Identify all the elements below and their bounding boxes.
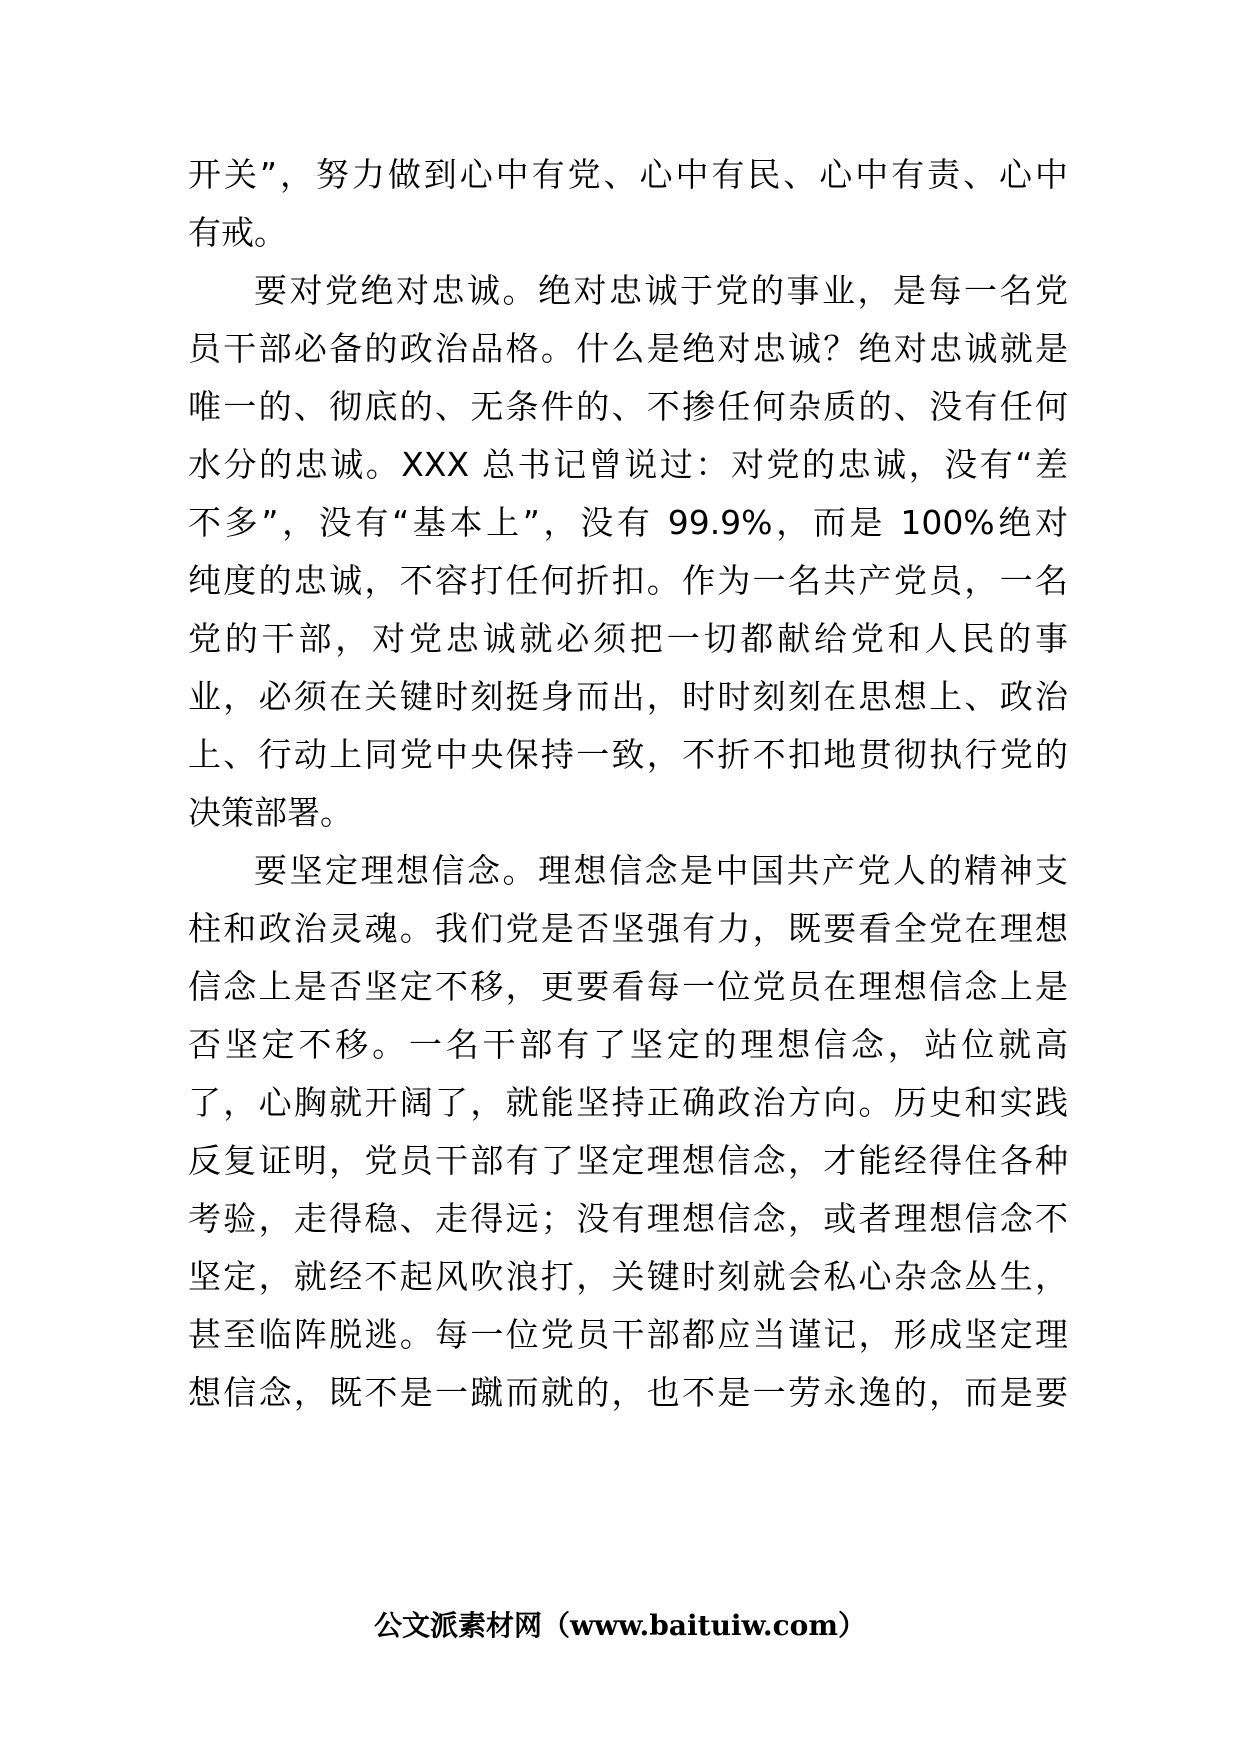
body-text-line: 决策部署。 [188, 793, 353, 832]
paragraph-first-line: 要对党绝对忠诚。绝对忠诚于党的事业，是每一名党 [254, 271, 1068, 310]
body-text-line: 了，心胸就开阔了，就能坚持正确政治方向。历史和实践 [188, 1083, 1068, 1122]
body-text-line: 有戒。 [188, 213, 287, 252]
paragraph-first-line: 要坚定理想信念。理想信念是中国共产党人的精神支 [254, 851, 1068, 890]
body-text-line: 员干部必备的政治品格。什么是绝对忠诚？绝对忠诚就是 [188, 329, 1068, 368]
body-text-line: 否坚定不移。一名干部有了坚定的理想信念，站位就高 [188, 1025, 1068, 1064]
body-text-line: 党的干部，对党忠诚就必须把一切都献给党和人民的事 [188, 619, 1068, 658]
body-text-line: 想信念，既不是一蹴而就的，也不是一劳永逸的，而是要 [188, 1373, 1068, 1412]
body-text-line: 业，必须在关键时刻挺身而出，时时刻刻在思想上、政治 [188, 677, 1068, 716]
body-text-line: 甚至临阵脱逃。每一位党员干部都应当谨记，形成坚定理 [188, 1315, 1068, 1354]
body-text-line: 唯一的、彻底的、无条件的、不掺任何杂质的、没有任何 [188, 387, 1068, 426]
body-text-line: 开关”，努力做到心中有党、心中有民、心中有责、心中 [188, 155, 1068, 194]
body-text-line: 上、行动上同党中央保持一致，不折不扣地贯彻执行党的 [188, 735, 1068, 774]
body-text-line: 信念上是否坚定不移，更要看每一位党员在理想信念上是 [188, 967, 1068, 1006]
page-footer: 公文派素材网（www.baituiw.com） [374, 1609, 866, 1642]
body-text-line: 反复证明，党员干部有了坚定理想信念，才能经得住各种 [188, 1141, 1068, 1180]
body-text-line: 坚定，就经不起风吹浪打，关键时刻就会私心杂念丛生， [188, 1257, 1068, 1296]
body-text-line: 不多”，没有“基本上”，没有 99.9%，而是 100%绝对 [188, 503, 1068, 542]
body-text-line: 水分的忠诚。XXX 总书记曾说过：对党的忠诚，没有“差 [188, 445, 1068, 484]
body-text-line: 考验，走得稳、走得远；没有理想信念，或者理想信念不 [188, 1199, 1068, 1238]
body-text-line: 柱和政治灵魂。我们党是否坚强有力，既要看全党在理想 [188, 909, 1068, 948]
body-text-line: 纯度的忠诚，不容打任何折扣。作为一名共产党员，一名 [188, 561, 1068, 600]
